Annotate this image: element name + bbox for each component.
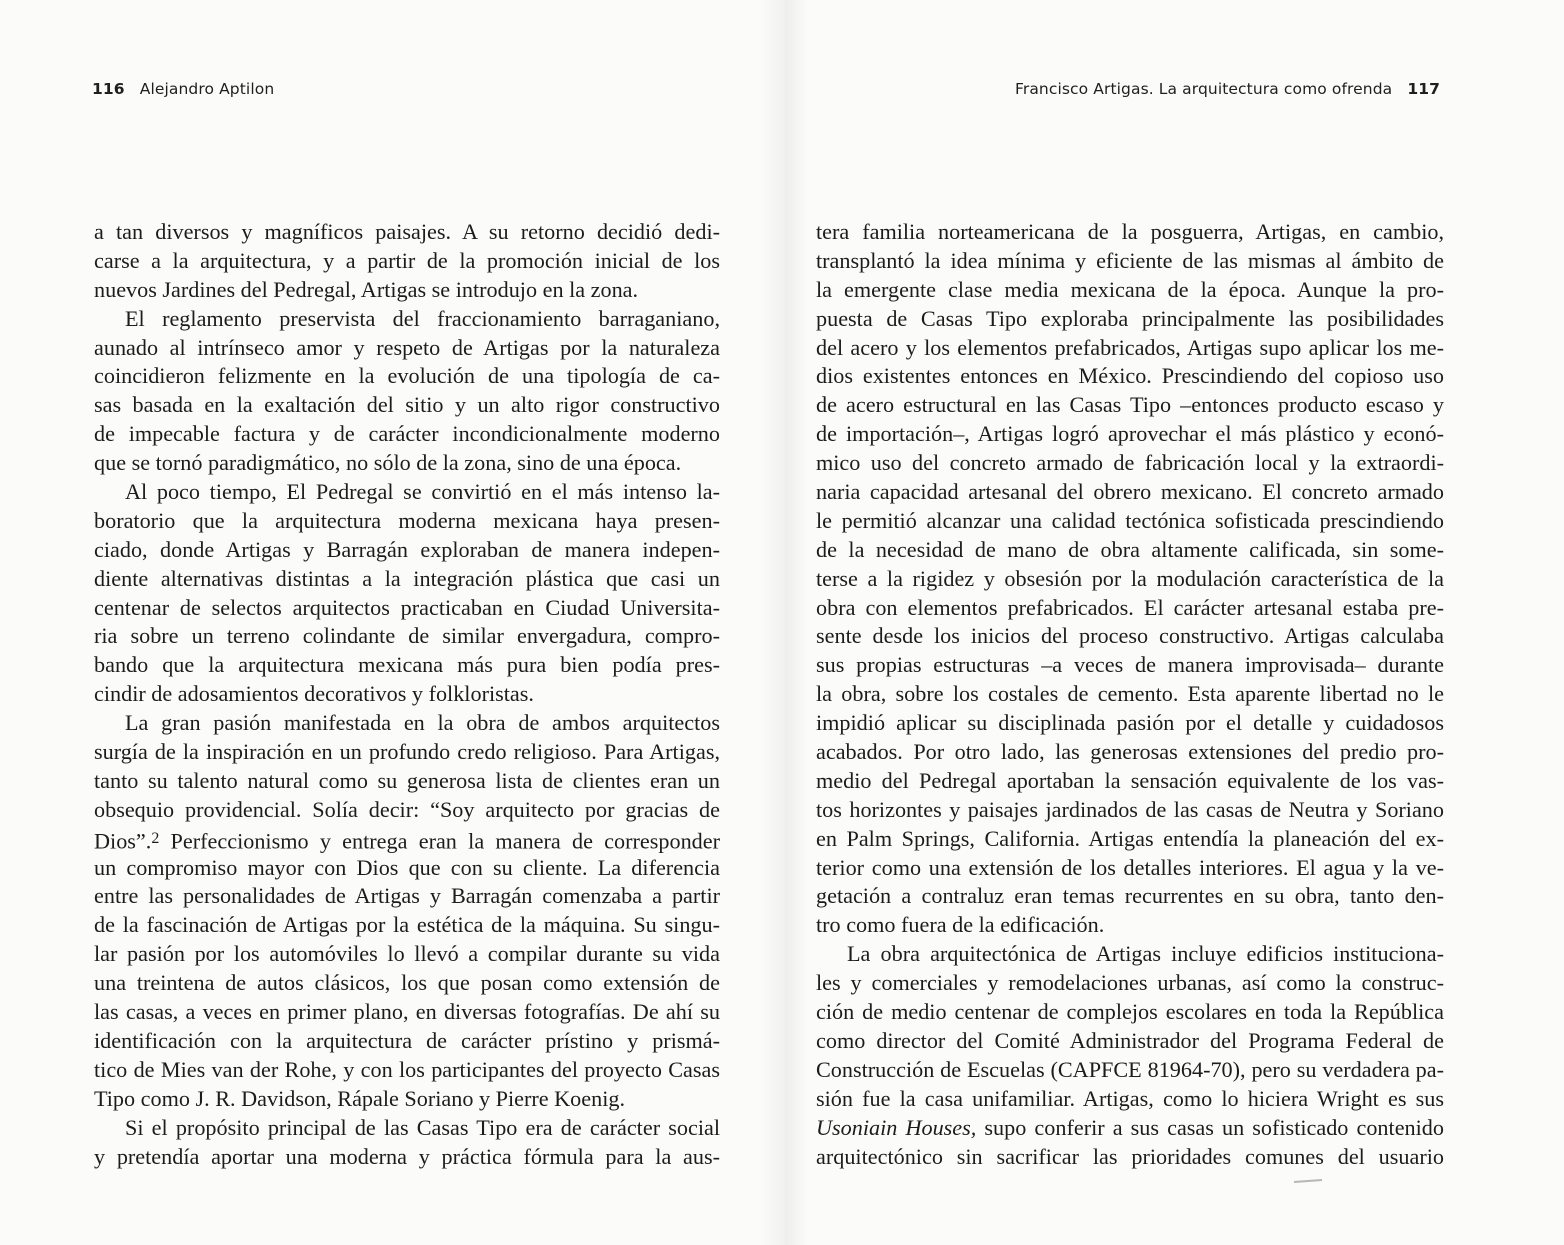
text-line-content: a tan diversos y magníficos paisajes. A su retorno decidió dedi-: [94, 219, 720, 244]
text-line-content: identificación con la arquitectura de carácter prístino y prismá-: [94, 1027, 720, 1053]
text-line: [94, 854, 720, 883]
text-line: [94, 709, 720, 738]
text-line-content: un compromiso mayor con Dios que con su cliente. La diferencia: [94, 854, 720, 880]
text-line: [94, 825, 720, 854]
text-line: [816, 796, 1444, 825]
text-line: [816, 391, 1444, 420]
text-line: [94, 1143, 720, 1172]
text-line: [94, 911, 720, 940]
text-line: [94, 391, 720, 420]
text-line: [816, 680, 1444, 709]
text-line: [94, 449, 720, 478]
text-line: [94, 1056, 720, 1085]
text-line-content: entre las personalidades de Artigas y Barragán comenzaba a partir: [94, 883, 720, 909]
text-line: [94, 969, 720, 998]
text-line: [816, 536, 1444, 565]
book-gutter: [760, 0, 808, 1245]
text-line-content: Construcción de Escuelas (CAPFCE 81964-70), pero su verdadera pa-: [816, 1056, 1444, 1082]
text-line-content: nuevos Jardines del Pedregal, Artigas se introdujo en la zona.: [94, 276, 639, 302]
text-line-content: arquitectónico sin sacrificar las prioridades comunes del usuario: [816, 1143, 1444, 1169]
text-line: [816, 1027, 1444, 1056]
text-line: [816, 651, 1444, 680]
text-line-content: de impecable factura y de carácter incondicionalmente moderno: [94, 421, 720, 447]
text-line-content: diente alternativas distintas a la integración plástica que casi un: [94, 565, 720, 591]
text-line: [816, 825, 1444, 854]
text-line: [94, 680, 720, 709]
text-line-content: las casas, a veces en primer plano, en diversas fotografías. De ahí su: [94, 999, 720, 1025]
text-line-content: la emergente clase media mexicana de la época. Aunque la pro-: [816, 276, 1444, 302]
text-line: [94, 1027, 720, 1056]
text-line-content: centenar de selectos arquitectos practicaban en Ciudad Universita-: [94, 594, 720, 620]
text-line-content: y pretendía aportar una moderna y práctica fórmula para la aus-: [94, 1143, 720, 1169]
text-line-content: de la necesidad de mano de obra altamente calificada, sin some-: [816, 536, 1444, 562]
text-line-content: en Palm Springs, California. Artigas entendía la planeación del ex-: [816, 825, 1444, 851]
text-line-content: naria capacidad artesanal del obrero mexicano. El concreto armado: [816, 479, 1444, 505]
text-line-content: la obra, sobre los costales de cemento. Esta aparente libertad no le: [816, 681, 1444, 707]
text-line-content: El reglamento preservista del fraccionamiento barraganiano,: [125, 305, 720, 331]
right-running-head: [1015, 80, 1440, 98]
text-line: [816, 1085, 1444, 1114]
text-line: [816, 218, 1444, 247]
text-line: [94, 796, 720, 825]
text-line-content: como director del Comité Administrador del Programa Federal de: [816, 1027, 1444, 1053]
text-line: [94, 478, 720, 507]
text-line: [94, 738, 720, 767]
text-line-content: terse a la rigidez y obsesión por la modulación característica de la: [816, 565, 1444, 591]
text-line-content: sus propias estructuras –a veces de manera improvisada– durante: [816, 652, 1444, 678]
left-page-number: 116: [92, 80, 125, 98]
text-line-content: de importación–, Artigas logró aprovechar el más plástico y econó-: [816, 421, 1444, 447]
text-line-content: coincidieron felizmente en la evolución de una tipología de ca-: [94, 363, 720, 389]
text-line-content: getación a contraluz eran temas recurrentes en su obra, tanto den-: [816, 883, 1444, 909]
text-line: [816, 449, 1444, 478]
text-line-content: ria sobre un terreno colindante de similar envergadura, compro-: [94, 623, 720, 649]
right-page-body: [816, 218, 1444, 1171]
footnote-reference: 2: [151, 829, 160, 847]
text-line-content: medio del Pedregal aportaban la sensación equivalente de los vas-: [816, 767, 1444, 793]
text-line-content: cindir de adosamientos decorativos y folkloristas.: [94, 681, 534, 707]
text-line: [816, 1056, 1444, 1085]
text-line: [816, 969, 1444, 998]
text-line: [816, 911, 1444, 940]
text-line: [816, 247, 1444, 276]
text-line: [816, 854, 1444, 883]
text-line: [816, 998, 1444, 1027]
text-line-content: del acero y los elementos prefabricados, Artigas supo aplicar los me-: [816, 334, 1444, 360]
right-running-head-title: Francisco Artigas. La arquitectura como ofrenda: [1014, 80, 1393, 98]
left-page-body: [94, 218, 720, 1171]
text-line-content: les y comerciales y remodelaciones urbanas, así como la construc-: [816, 970, 1444, 996]
text-line-content: que se tornó paradigmático, no sólo de la zona, sino de una época.: [94, 450, 682, 476]
text-line-content: tera familia norteamericana de la posguerra, Artigas, en cambio,: [816, 219, 1444, 244]
text-line-content: impidió aplicar su disciplinada pasión por el detalle y cuidadosos: [816, 710, 1444, 736]
text-line-content: sente desde los inicios del proceso constructivo. Artigas calculaba: [816, 623, 1444, 649]
text-line-content: Al poco tiempo, El Pedregal se convirtió en el más intenso la-: [125, 479, 720, 505]
text-line-content: transplantó la idea mínima y eficiente de las mismas al ámbito de: [816, 247, 1444, 273]
text-line: [94, 420, 720, 449]
text-line: [816, 940, 1444, 969]
text-line: [94, 536, 720, 565]
text-line: [816, 565, 1444, 594]
scan-mark: [1294, 1179, 1322, 1183]
text-line: [816, 276, 1444, 305]
text-line-content: dios existentes entonces en México. Prescindiendo del copioso uso: [816, 363, 1444, 389]
left-running-head-title: Alejandro Aptilon: [139, 80, 275, 98]
text-line: [94, 594, 720, 623]
text-line-continuation: Perfeccionismo y entrega eran la manera de corresponder: [159, 828, 720, 854]
text-line: [94, 276, 720, 305]
text-line: [816, 478, 1444, 507]
text-line: [816, 882, 1444, 911]
text-line-content: de acero estructural en las Casas Tipo –entonces producto escaso y: [816, 392, 1444, 418]
text-line: [94, 362, 720, 391]
text-line: [94, 767, 720, 796]
text-line-content: La gran pasión manifestada en la obra de ambos arquitectos: [125, 710, 720, 736]
text-line: [816, 738, 1444, 767]
text-line-content: Si el propósito principal de las Casas Tipo era de carácter social: [125, 1114, 720, 1140]
text-line-content: sión fue la casa unifamiliar. Artigas, como lo hiciera Wright es sus: [816, 1085, 1444, 1111]
text-line-content: de la fascinación de Artigas por la estética de la máquina. Su singu-: [94, 912, 720, 938]
text-line: [816, 334, 1444, 363]
text-line-content: aunado al intrínseco amor y respeto de Artigas por la naturaleza: [94, 334, 720, 360]
text-line: [94, 305, 720, 334]
text-line: [94, 565, 720, 594]
text-line: [94, 1085, 720, 1114]
text-line: [816, 709, 1444, 738]
left-running-head: [92, 80, 274, 98]
text-line: [816, 420, 1444, 449]
text-line-content: La obra arquitectónica de Artigas incluye edificios instituciona-: [847, 941, 1444, 967]
text-line: [816, 305, 1444, 334]
text-line-content: ciado, donde Artigas y Barragán exploraban de manera indepen-: [94, 536, 720, 562]
text-line-content: ción de medio centenar de complejos escolares en toda la República: [816, 999, 1444, 1025]
text-line: [94, 882, 720, 911]
text-line: [94, 507, 720, 536]
text-line: [816, 362, 1444, 391]
text-line: [816, 622, 1444, 651]
text-line-content: tanto su talento natural como su generosa lista de clientes eran un: [94, 767, 720, 793]
text-line: [94, 651, 720, 680]
text-line-content: carse a la arquitectura, y a partir de la promoción inicial de los: [94, 247, 720, 273]
text-line-content: le permitió alcanzar una calidad tectónica sofisticada prescindiendo: [816, 507, 1444, 533]
text-line-content: tos horizontes y paisajes jardinados de las casas de Neutra y Soriano: [816, 796, 1444, 822]
text-line: [94, 998, 720, 1027]
text-line: [816, 594, 1444, 623]
text-line-content: surgía de la inspiración en un profundo credo religioso. Para Artigas,: [94, 739, 720, 765]
text-line-content: terior como una extensión de los detalles interiores. El agua y la ve-: [816, 854, 1444, 880]
text-line: [94, 247, 720, 276]
text-line-continuation: supo conferir a sus casas un sofisticado contenido: [976, 1114, 1444, 1140]
text-line: [94, 334, 720, 363]
right-page-number: 117: [1407, 80, 1440, 98]
text-line: [816, 1143, 1444, 1172]
text-line-content: Tipo como J. R. Davidson, Rápale Soriano y Pierre Koenig.: [94, 1085, 626, 1111]
text-line-content: puesta de Casas Tipo exploraba principalmente las posibilidades: [816, 305, 1444, 331]
text-line-content: obra con elementos prefabricados. El carácter artesanal estaba pre-: [816, 594, 1444, 620]
text-line: [816, 1114, 1444, 1143]
text-line-content: sas basada en la exaltación del sitio y un alto rigor constructivo: [94, 392, 720, 418]
text-line-content: Dios”.: [94, 828, 152, 854]
text-line-content: boratorio que la arquitectura moderna mexicana haya presen-: [94, 507, 720, 533]
text-line-content: obsequio providencial. Solía decir: “Soy arquitecto por gracias de: [94, 796, 720, 822]
text-line-content: lar pasión por los automóviles lo llevó a compilar durante su vida: [94, 941, 720, 967]
text-line-content: acabados. Por otro lado, las generosas extensiones del predio pro-: [816, 739, 1444, 765]
text-line-content: tro como fuera de la edificación.: [816, 912, 1105, 938]
text-line-content: mico uso del concreto armado de fabricación local y la extraordi-: [816, 450, 1444, 476]
text-line: [94, 1114, 720, 1143]
text-line-content: Usoniain Houses,: [816, 1114, 977, 1140]
text-line: [94, 218, 720, 247]
text-line-content: una treintena de autos clásicos, los que posan como extensión de: [94, 970, 720, 996]
text-line: [816, 507, 1444, 536]
text-line: [816, 767, 1444, 796]
text-line: [94, 622, 720, 651]
text-line-content: tico de Mies van der Rohe, y con los participantes del proyecto Casas: [94, 1056, 720, 1082]
text-line: [94, 940, 720, 969]
text-line-content: bando que la arquitectura mexicana más pura bien podía pres-: [94, 652, 720, 678]
